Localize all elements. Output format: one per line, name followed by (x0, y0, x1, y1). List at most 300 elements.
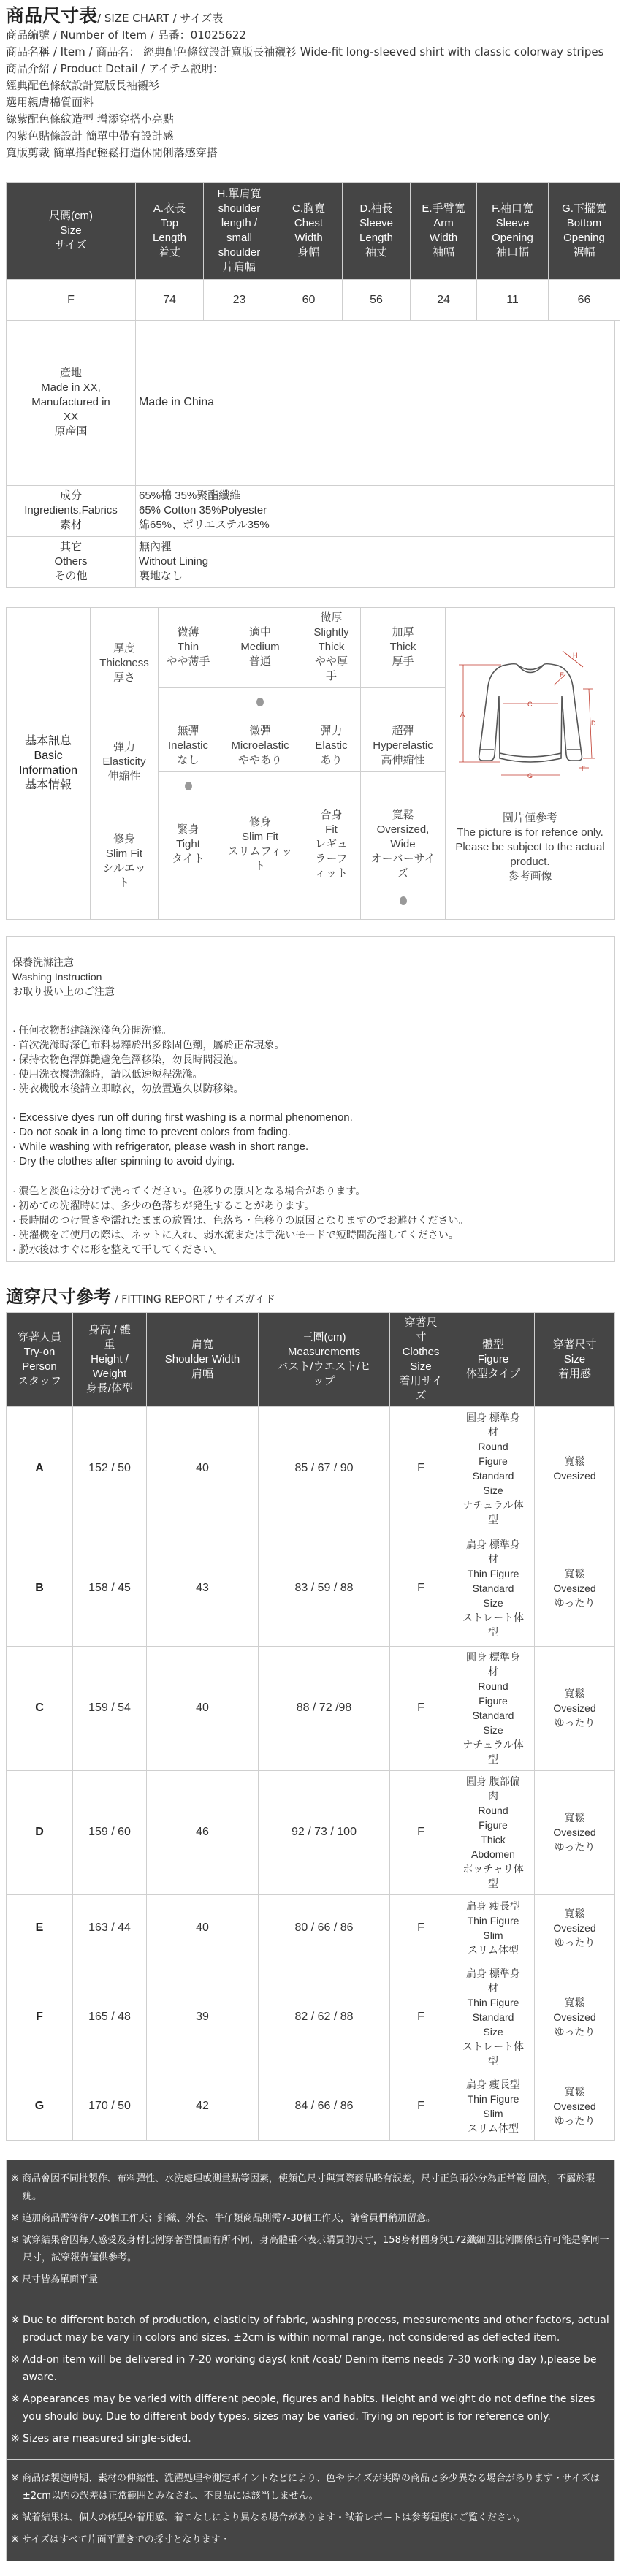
text-line: ゆったり (554, 1937, 595, 1948)
fit-choice-regular (302, 885, 361, 919)
text-line: shoulder (218, 202, 261, 215)
text-line: 微彈 (248, 724, 271, 737)
text-line: 159 / 54 (73, 1646, 147, 1770)
text-line: 65%棉 35%聚酯纖維 (139, 489, 241, 502)
washing-item-ja: · 長時間のつけ置きや濡れたままの放置は、色落ち・色移りの原因となりますのでお避けください。 (12, 1213, 469, 1226)
table-row (7, 1406, 615, 1531)
text-line: やや薄手 (166, 655, 210, 668)
svg-text:G: G (527, 771, 533, 780)
text-line: Figure (477, 1352, 509, 1365)
table-row (7, 2073, 615, 2140)
origin-row (7, 321, 615, 485)
elasticity-option-hyperelastic (361, 720, 446, 771)
value-cell: 11 (477, 280, 549, 321)
text-line: 参考画像 (508, 870, 552, 883)
fabric-label (7, 485, 136, 536)
text-line: 159 / 60 (73, 1770, 147, 1894)
text-line: 素材 (59, 519, 82, 531)
table-row (7, 280, 620, 321)
text-line: 商品尺寸表 (6, 5, 98, 26)
value-cell: 56 (343, 280, 411, 321)
text-line: 保養洗滌注意 (12, 956, 74, 968)
text-line: 三圍(cm) (302, 1330, 346, 1344)
text-line: D (7, 1770, 73, 1894)
thickness-option-thin (159, 607, 218, 687)
size-chart-table (6, 182, 620, 321)
text-line: 40 (147, 1646, 259, 1770)
note-item: ※ サイズはすべて片面平置きでの採寸となります・ (11, 2534, 230, 2545)
product-detail-label: 商品介紹 / Product Detail / アイテム説明： (6, 62, 224, 75)
table-row (7, 1531, 615, 1646)
col-header-sleeve-length (343, 183, 411, 280)
text-line: ズ (415, 1389, 427, 1402)
text-line: Size (483, 1485, 503, 1496)
elasticity-choice-hyperelastic (361, 771, 446, 804)
text-line: 身高 / 體 (88, 1323, 131, 1336)
page-title (6, 7, 615, 27)
text-line: F (390, 1646, 452, 1770)
text-line: 84 / 66 / 86 (259, 2073, 390, 2140)
text-line: ゆったり (554, 1841, 595, 1853)
text-line: 型 (488, 2055, 498, 2067)
text-line: ゆったり (554, 1717, 595, 1729)
text-line: 穿著人員 (17, 1330, 61, 1344)
others-row (7, 536, 615, 587)
text-line: Tight (176, 837, 200, 850)
origin-value: Made in China (136, 321, 615, 485)
text-line: 厚度 (113, 642, 135, 655)
elasticity-label (91, 720, 159, 804)
thickness-option-medium (218, 607, 302, 687)
table-row (7, 1962, 615, 2073)
text-line: なし (177, 753, 199, 766)
notes-ja (7, 2460, 614, 2561)
text-line: Thickness (99, 657, 149, 669)
text-line: 着丈 (158, 246, 180, 259)
text-line: 超彈 (392, 724, 414, 737)
text-line: F (390, 1531, 452, 1646)
svg-text:E: E (559, 671, 564, 679)
text-line: Length (359, 232, 393, 244)
text-line: Thin Figure (467, 1915, 519, 1927)
elasticity-option-microelastic (218, 720, 302, 771)
thickness-choice-thick (361, 687, 446, 720)
note-item: ※ 追加商品需等待7-20個工作天；針織、外套、牛仔類商品則需7-30個工作天，請會員們稍加留意。 (11, 2212, 436, 2224)
text-line: D.袖長 (359, 202, 393, 215)
text-line: 修身 (248, 815, 271, 828)
fit-option-tight (159, 804, 218, 885)
text-line: Opening (563, 232, 605, 244)
text-line: Slim (483, 2108, 503, 2119)
washing-item-zh: · 首次洗滌時深色布料易釋於出多餘固色劑，屬於正常現象。 (12, 1038, 285, 1051)
thickness-choice-slightly-thick (302, 687, 361, 720)
notes-panel (6, 2160, 615, 2561)
text-line: 基本訊息 (24, 734, 72, 747)
note-item: ※ Add-on item will be delivered in 7-20 working days( knit /coat/ Denim items needs 7-30 working day ),please be aware. (11, 2353, 597, 2383)
text-line: Slim Fit (106, 847, 142, 860)
text-line: Arm (433, 217, 454, 229)
text-line: 產地 (59, 367, 82, 380)
text-line: 寬鬆 (564, 1908, 585, 1919)
text-line: 型 (488, 1878, 498, 1889)
text-line: 普通 (248, 655, 271, 668)
fit-option-oversized (361, 804, 446, 885)
text-line: 体型タイプ (465, 1367, 521, 1380)
text-line: 寬鬆 (564, 1688, 585, 1699)
text-line: Standard (472, 1710, 514, 1721)
text-line: Opening (492, 232, 533, 244)
text-line: 扁身 標準身 (466, 1967, 520, 1979)
item-name (6, 44, 615, 61)
text-line: 微薄 (177, 626, 199, 639)
table-row (7, 1646, 615, 1770)
text-line: 40 (147, 1894, 259, 1962)
text-line: 厚手 (392, 655, 414, 668)
text-line: Thick (318, 641, 345, 653)
text-line: 裏地なし (139, 570, 183, 582)
text-line: 無內裡 (139, 541, 172, 553)
washing-body-row (7, 1018, 615, 1261)
text-line: 穿著尺 (404, 1316, 438, 1329)
text-line: 着用感 (557, 1367, 591, 1380)
col-header-shoulder (204, 183, 275, 280)
text-line: 扁身 瘦長型 (466, 1900, 520, 1912)
text-line: Figure (479, 1455, 508, 1467)
text-line: サイズ (55, 239, 87, 251)
text-line: ストレート体 (462, 1612, 524, 1623)
text-line: C (7, 1646, 73, 1770)
text-line: C.胸寬 (292, 202, 325, 215)
text-line: ナチュラル体 (462, 1499, 524, 1511)
washing-body (7, 1018, 615, 1261)
text-line: Inelastic (167, 739, 209, 752)
text-line: 寬鬆 (564, 1812, 585, 1824)
text-line: 片肩幅 (222, 261, 256, 273)
text-line: 42 (147, 2073, 259, 2140)
text-line: Wide (390, 837, 416, 850)
text-line: 寬鬆 (564, 1997, 585, 2008)
col-header-height-weight (73, 1312, 147, 1406)
washing-item-en: · While washing with refrigerator, please wash in short range. (12, 1140, 309, 1153)
text-line: 寬鬆 (564, 1568, 585, 1579)
col-header-bottom-opening (549, 183, 620, 280)
washing-header-row (7, 936, 615, 1018)
figure-cell (452, 1406, 535, 1531)
text-line: 83 / 59 / 88 (259, 1531, 390, 1646)
text-line: Medium (240, 641, 280, 653)
text-line: Slim Fit (242, 830, 278, 843)
note-item: ※ Sizes are measured single-sided. (11, 2432, 191, 2444)
text-line: 基本情報 (24, 778, 72, 791)
text-line: 80 / 66 / 86 (259, 1894, 390, 1962)
table-row (7, 1894, 615, 1962)
text-line: 01025622 (190, 28, 246, 42)
fitting-report-table (6, 1312, 615, 2141)
text-line: 型 (488, 1626, 498, 1638)
origin-label (7, 321, 136, 485)
text-line: 尺碼(cm) (49, 210, 93, 222)
table-row (7, 1770, 615, 1894)
thickness-label (91, 607, 159, 720)
text-line: F (7, 1962, 73, 2073)
text-line: ゆったり (554, 1597, 595, 1609)
text-line: The picture is for refence only. (457, 826, 603, 839)
fit-label (91, 804, 159, 919)
notes-en (7, 2301, 614, 2460)
text-line: 82 / 62 / 88 (259, 1962, 390, 2073)
garment-diagram-cell (446, 607, 615, 804)
figure-cell (452, 1770, 535, 1894)
text-line: 扁身 瘦長型 (466, 2078, 520, 2090)
value-cell: 74 (136, 280, 204, 321)
text-line: Sleeve (495, 217, 530, 229)
text-line: Standard (472, 2011, 514, 2023)
col-header-clothes-size (390, 1312, 452, 1406)
text-line: Elastic (315, 739, 348, 752)
text-line: 袖口幅 (495, 246, 529, 259)
text-line: Please be subject to the actual (455, 841, 605, 853)
thickness-option-slightly-thick (302, 607, 361, 687)
fit-option-slim (218, 804, 302, 885)
text-line: 46 (147, 1770, 259, 1894)
text-line: スタッフ (17, 1374, 61, 1387)
text-line: Measurements (287, 1345, 361, 1358)
sweater-measurement-diagram-icon (457, 645, 603, 791)
text-line: G.下擺寬 (562, 202, 606, 215)
text-line: Figure (479, 1695, 508, 1707)
text-line: スリム体型 (468, 1944, 519, 1956)
product-detail-line: 選用親膚棉質面料 (6, 96, 94, 109)
text-line: Round (478, 1805, 508, 1816)
figure-cell (452, 1962, 535, 2073)
text-line: Bottom (566, 217, 602, 229)
text-line: 圓身 標準身 (466, 1411, 520, 1423)
text-line: Washing Instruction (12, 971, 102, 983)
text-line: ややあり (237, 753, 282, 766)
elasticity-option-inelastic (159, 720, 218, 771)
text-line: 商品名稱 / Item / 商品名： (6, 45, 140, 58)
text-line: Ovesized (553, 1826, 596, 1838)
others-value (136, 536, 615, 587)
text-line: 高伸縮性 (381, 753, 425, 766)
product-intro (6, 0, 615, 161)
washing-item-en: · Dry the clothes after spinning to avoid dying. (12, 1154, 235, 1167)
selected-dot-icon (400, 896, 407, 905)
basic-info-label (7, 607, 91, 919)
text-line: Size (410, 1360, 432, 1373)
text-line: スリムフィッ (227, 845, 293, 858)
text-line: 其它 (59, 541, 82, 553)
text-line: H.單肩寬 (217, 188, 262, 200)
text-line: B (7, 1531, 73, 1646)
text-line: 寸 (415, 1330, 427, 1344)
figure-cell (452, 1646, 535, 1770)
text-line: Standard (472, 1470, 514, 1482)
note-item: ※ 試穿結果會因每人感受及身材比例穿著習慣而有所不同，身高體重不表示購買的尺寸，158身材圓身與172纖細因比例關係也有可能是拿同一尺寸，試穿報告僅供參考。 (11, 2234, 609, 2263)
text-line: 165 / 48 (73, 1962, 147, 2073)
text-line: Manufactured in (31, 396, 110, 409)
fit-option-regular (302, 804, 361, 885)
text-line: 152 / 50 (73, 1406, 147, 1531)
text-line: Ovesized (553, 2011, 596, 2023)
text-line: ィット (314, 866, 348, 880)
text-line: Figure (479, 1819, 508, 1831)
fabric-value (136, 485, 615, 536)
text-line: Made in XX, (41, 381, 101, 395)
text-line: 材 (488, 1426, 498, 1438)
selected-dot-icon (185, 782, 192, 790)
text-line: Hyperelastic (373, 739, 433, 752)
basic-info-table (6, 607, 615, 920)
text-line: Standard (472, 1582, 514, 1594)
text-line: 重 (104, 1338, 115, 1351)
note-item: ※ 試着結果は、個人の体型や着用感、着こなしにより異なる場合があります・試着レポートは参考程度にご覧ください。 (11, 2512, 526, 2523)
text-line: 緊身 (177, 823, 199, 836)
text-line: Width (294, 232, 323, 244)
text-line: 寬鬆 (564, 2086, 585, 2097)
elasticity-choice-microelastic (218, 771, 302, 804)
text-line: G (7, 2073, 73, 2140)
text-line: Shoulder Width (164, 1352, 240, 1365)
washing-item-zh: · 保持衣物色澤鮮艷避免色澤移染，勿長時間浸泡。 (12, 1053, 244, 1065)
text-line: 無彈 (177, 724, 199, 737)
text-line: 彈力 (320, 724, 343, 737)
text-line: Person (22, 1360, 57, 1373)
text-line: Thin (177, 641, 199, 653)
notes-zh (7, 2160, 614, 2301)
selected-dot-icon (256, 698, 264, 706)
col-header-person (7, 1312, 73, 1406)
text-line: バスト/ウエスト/ヒ (277, 1360, 371, 1373)
text-line: 圓身 標準身 (466, 1651, 520, 1663)
text-line: オーバーサイ (370, 852, 435, 865)
text-line: 加厚 (392, 626, 414, 639)
text-line: Sleeve (359, 217, 393, 229)
text-line: Microelastic (231, 739, 289, 752)
product-detail-line: 綠紫配色條紋造型 增添穿搭小亮點 (6, 113, 174, 126)
elasticity-choice-inelastic (159, 771, 218, 804)
text-line: Oversized, (376, 823, 430, 836)
fit-feel-cell (535, 1770, 615, 1894)
item-number (6, 27, 615, 44)
text-line: E.手臂寬 (422, 202, 465, 215)
text-line: 修身 (113, 833, 135, 845)
text-line: 65% Cotton 35%Polyester (139, 504, 267, 517)
product-detail-line: 經典配色條紋設計寬版長袖襯衫 (6, 79, 160, 92)
fit-choice-oversized (361, 885, 446, 919)
text-line: Basic (34, 749, 63, 762)
washing-item-ja: · 濃色と淡色は分けて洗ってください。色移りの原因となる場合があります。 (12, 1184, 366, 1197)
text-line: 適穿尺寸參考 (6, 1286, 111, 1307)
col-header-sleeve-opening (477, 183, 549, 280)
fit-feel-cell (535, 1406, 615, 1531)
text-line: ラーフ (315, 852, 348, 865)
text-line: / SIZE CHART / サイズ表 (97, 12, 224, 25)
text-line: 穿著尺寸 (552, 1338, 597, 1351)
text-line: 伸縮性 (107, 769, 141, 782)
text-line: XX (63, 411, 78, 424)
text-line: やや厚 (314, 655, 348, 668)
svg-text:A: A (460, 710, 465, 718)
figure-cell (452, 1531, 535, 1646)
fit-choice-tight (159, 885, 218, 919)
text-line: product. (510, 856, 550, 868)
col-header-figure (452, 1312, 535, 1406)
elasticity-choice-elastic (302, 771, 361, 804)
text-line: 85 / 67 / 90 (259, 1406, 390, 1531)
text-line: Slightly (313, 626, 349, 639)
text-line: Information (18, 763, 78, 777)
text-line: 扁身 標準身 (466, 1539, 520, 1550)
text-line: Height / (91, 1352, 129, 1365)
text-line: 袖幅 (432, 246, 454, 259)
text-line: 158 / 45 (73, 1531, 147, 1646)
fit-feel-cell (535, 1962, 615, 2073)
text-line: 肩幅 (191, 1367, 213, 1380)
text-line: 合身 (320, 808, 343, 821)
text-line: 170 / 50 (73, 2073, 147, 2140)
fit-feel-cell (535, 2073, 615, 2140)
text-line: Length (153, 232, 186, 244)
text-line: ストレート体 (462, 2040, 524, 2052)
note-item: ※ Due to different batch of production, elasticity of fabric, washing process, measurements and other factors, actual product may be vary in colors and sizes. ±2cm is within normal range, not considered as deflected item. (11, 2314, 609, 2344)
fit-feel-cell (535, 1531, 615, 1646)
text-line: small (226, 232, 252, 244)
text-line: 經典配色條紋設計寬版長袖襯衫 Wide-fit long-sleeved shirt with classic colorway stripes (143, 45, 604, 58)
text-line: 39 (147, 1962, 259, 2073)
text-line: / FITTING REPORT / サイズガイド (115, 1293, 275, 1306)
text-line: 88 / 72 /98 (259, 1646, 390, 1770)
text-line: Others (54, 555, 88, 568)
fitting-report-title (6, 1282, 615, 1308)
col-header-chest (275, 183, 343, 280)
text-line: 寬鬆 (564, 1455, 585, 1467)
text-line: Size (483, 1724, 503, 1736)
text-line: Thin Figure (467, 1997, 519, 2008)
text-line: Thin Figure (467, 2093, 519, 2105)
washing-item-zh: · 任何衣物都建議深淺色分開洗滌。 (12, 1024, 172, 1036)
text-line: ナチュラル体 (462, 1739, 524, 1750)
text-line: Fit (325, 823, 338, 836)
text-line: ポッチャリ体 (462, 1863, 524, 1875)
col-header-measurements (259, 1312, 390, 1406)
text-line: Size (563, 1352, 586, 1365)
product-detail-line: 寬版剪裁 簡單搭配輕鬆打造休閒俐落感穿搭 (6, 146, 218, 159)
text-line: 肩寬 (191, 1338, 213, 1351)
text-line: Width (429, 232, 458, 244)
text-line: 微厚 (320, 611, 343, 624)
text-line: Thick (481, 1834, 506, 1845)
text-line: あり (320, 753, 343, 766)
text-line: F.袖口寬 (492, 202, 533, 215)
note-item: ※ Appearances may be varied with different people, figures and habits. Height and weight do not define the sizes you should buy. Due to different body types, sizes may be varied. Trying on report is for reference only. (11, 2393, 595, 2423)
text-line: Ovesized (553, 2100, 596, 2112)
text-line: ズ (397, 866, 408, 880)
text-line: お取り扱い上のご注意 (12, 986, 115, 997)
text-line: Clothes (402, 1345, 440, 1358)
washing-title (7, 936, 615, 1018)
text-line: shoulder (218, 246, 261, 259)
size-chart-header-row (7, 183, 620, 280)
text-line: F (390, 1406, 452, 1531)
text-line: ゆったり (554, 2026, 595, 2038)
product-info-table (6, 321, 615, 588)
text-line: Without Lining (139, 555, 209, 568)
fit-feel-cell (535, 1646, 615, 1770)
fit-choice-slim (218, 885, 302, 919)
text-line: F (390, 1894, 452, 1962)
text-line: 型 (488, 1753, 498, 1765)
